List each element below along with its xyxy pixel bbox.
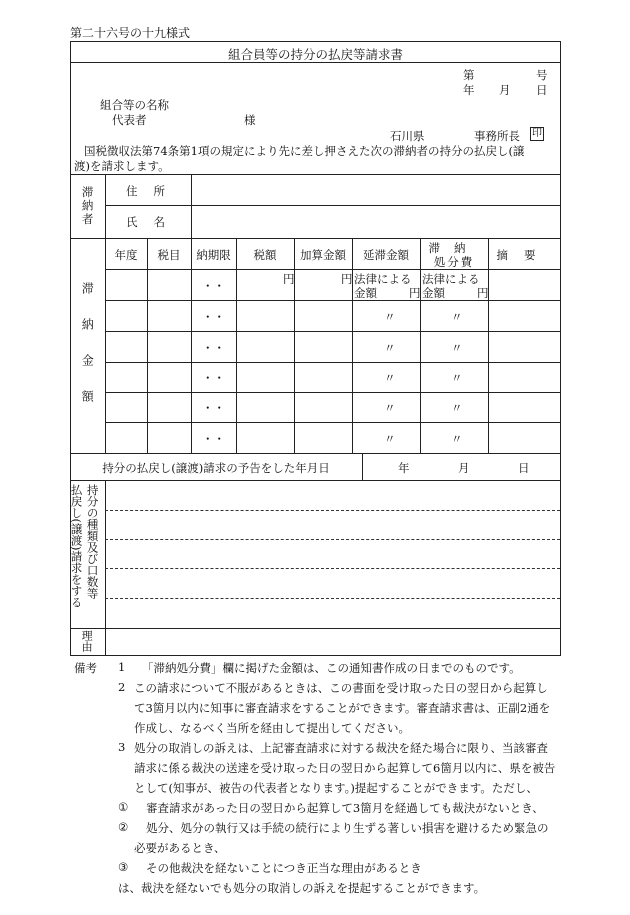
col-year: 年度	[114, 248, 138, 262]
request-text-1: 国税徴収法第74条第1項の規定により先に差し押さえた次の滞納者の持分の払戻し(譲	[84, 144, 525, 158]
row-line-3	[105, 362, 561, 363]
address-label: 住所	[126, 184, 181, 198]
stake-dash-4	[105, 598, 560, 599]
ditto-late: 〃	[384, 371, 396, 385]
remark-2-line-2: て3箇月以内に知事に審査請求をすることができます。審査請求書は、正副2通を	[134, 701, 551, 715]
late-fee-first-1: 法律による	[354, 272, 412, 286]
due-dots: ・・	[202, 401, 225, 415]
frame-right	[560, 41, 561, 656]
due-dots: ・・	[202, 279, 225, 293]
delinquent-field-divider	[191, 174, 192, 238]
delinquent-top-line	[70, 174, 561, 175]
remark-1-text: 「滞納処分費」欄に掲げた金額は、この通知書作成の日までのものです。	[142, 661, 521, 675]
row-line-4	[105, 392, 561, 393]
remarks-label: 備考	[74, 661, 97, 675]
col-surcharge: 加算金額	[300, 248, 346, 262]
ditto-late: 〃	[384, 432, 396, 446]
frame-bottom	[70, 655, 561, 656]
remark-3-line-4: は、裁決を経ないでも処分の取消しの訴えを提起することができます。	[118, 881, 486, 895]
ditto-disposal: 〃	[451, 401, 463, 415]
circle-2: ②	[118, 820, 129, 834]
due-dots: ・・	[202, 310, 225, 324]
reason-divider	[105, 628, 106, 655]
stake-label-divider	[105, 480, 106, 628]
col-line-7	[488, 238, 489, 453]
ditto-late: 〃	[384, 310, 396, 324]
office-chief: 事務所長	[474, 129, 520, 143]
remark-3-num: 3	[118, 740, 126, 754]
stake-dash-1	[105, 510, 560, 511]
row-line-5	[105, 422, 561, 423]
date-day: 日	[536, 83, 548, 97]
due-dots: ・・	[202, 432, 225, 446]
title-divider	[70, 62, 561, 63]
stake-dash-2	[105, 539, 560, 540]
ditto-disposal: 〃	[451, 341, 463, 355]
due-dots: ・・	[202, 341, 225, 355]
circle-3: ③	[118, 860, 129, 874]
col-tax-amount: 税額	[253, 248, 277, 262]
col-due: 納期限	[196, 248, 231, 262]
delinquent-label: 滞納者	[80, 186, 95, 227]
notice-day: 日	[518, 461, 530, 475]
delinquent-label-divider	[105, 174, 106, 238]
ditto-disposal: 〃	[451, 310, 463, 324]
remark-1-num: 1	[118, 660, 126, 674]
ditto-late: 〃	[384, 341, 396, 355]
remark-3-line-2: 請求に係る裁決の送達を受け取った日の翌日から起算して6箇月以内に、県を被告	[134, 761, 556, 775]
reason-label: 理由	[80, 630, 94, 652]
header-row-line	[105, 269, 561, 270]
name-label: 氏名	[126, 215, 181, 229]
disposal-first-1: 法律による	[422, 272, 480, 286]
col-disposal-line2: 処分費	[433, 255, 475, 269]
seal-mark: 印	[532, 128, 542, 139]
remark-3-item-2a: 処分、処分の執行又は手続の続行により生ずる著しい損害を避けるため緊急の	[146, 821, 549, 835]
remark-3-line-3: として(知事が、被告の代表者となります。)提起することができます。ただし、	[134, 781, 538, 795]
ditto-disposal: 〃	[451, 432, 463, 446]
notice-top-line	[70, 453, 561, 454]
amount-side-label: 滞納金額	[80, 282, 95, 426]
disposal-first-2: 金額	[422, 286, 445, 300]
number-suffix: 号	[536, 68, 548, 82]
form-title: 組合員等の持分の払戻等請求書	[227, 47, 403, 62]
delinquent-mid-line	[105, 205, 561, 206]
remark-3-item-2b: 必要があるとき、	[134, 841, 226, 855]
stake-top-line	[70, 480, 561, 481]
late-fee-yen: 円	[409, 286, 421, 300]
col-tax-item: 税目	[157, 248, 181, 262]
remark-3-item-1: 審査請求があった日の翌日から起算して3箇月を経過しても裁決がないとき、	[146, 801, 544, 815]
due-dots: ・・	[202, 371, 225, 385]
yen-surcharge: 円	[341, 272, 353, 286]
col-line-6	[420, 238, 421, 453]
representative-label: 代表者	[112, 113, 147, 127]
stake-inner-label: 持分の種類及び口数等	[85, 484, 100, 599]
disposal-yen: 円	[477, 286, 489, 300]
late-fee-first-2: 金額	[354, 286, 377, 300]
remark-2-line-3: 作成し、なるべく当所を経由して提出してください。	[134, 721, 410, 735]
col-summary: 摘要	[496, 248, 552, 262]
remark-3-line-1: 処分の取消しの訴えは、上記審査請求に対する裁決を経た場合に限り、当該審査	[134, 741, 548, 755]
date-year: 年	[463, 83, 475, 97]
ditto-disposal: 〃	[451, 371, 463, 385]
reason-top-line	[70, 628, 561, 629]
number-prefix: 第	[463, 68, 475, 82]
amount-side-divider	[105, 238, 106, 453]
form-number: 第二十六号の十九様式	[70, 26, 191, 40]
col-disposal-line1: 滞納	[428, 241, 480, 255]
remark-2-line-1: この請求について不服があるときは、この書面を受け取った日の翌日から起算し	[134, 681, 548, 695]
notice-month: 月	[458, 461, 470, 475]
row-line-1	[105, 300, 561, 301]
org-name-label: 組合等の名称	[100, 98, 169, 112]
frame-top	[70, 41, 561, 42]
yen-tax: 円	[283, 272, 295, 286]
stake-outer-label: 払戻し(譲渡)請求をする	[69, 484, 84, 608]
col-late-fee: 延滞金額	[363, 248, 409, 262]
notice-label: 持分の払戻し(譲渡)請求の予告をした年月日	[102, 461, 330, 475]
col-line-3	[236, 238, 237, 453]
prefecture: 石川県	[390, 129, 425, 143]
remark-3-item-3: その他裁決を経ないことにつき正当な理由があるとき	[146, 861, 422, 875]
honorific: 様	[244, 113, 256, 127]
circle-1: ①	[118, 800, 129, 814]
notice-divider	[362, 453, 363, 480]
col-line-1	[147, 238, 148, 453]
row-line-2	[105, 331, 561, 332]
date-month: 月	[499, 83, 511, 97]
ditto-late: 〃	[384, 401, 396, 415]
notice-year: 年	[398, 461, 410, 475]
request-text-2: 渡)を請求します。	[74, 159, 170, 173]
remark-2-num: 2	[118, 680, 126, 694]
stake-dash-3	[105, 568, 560, 569]
